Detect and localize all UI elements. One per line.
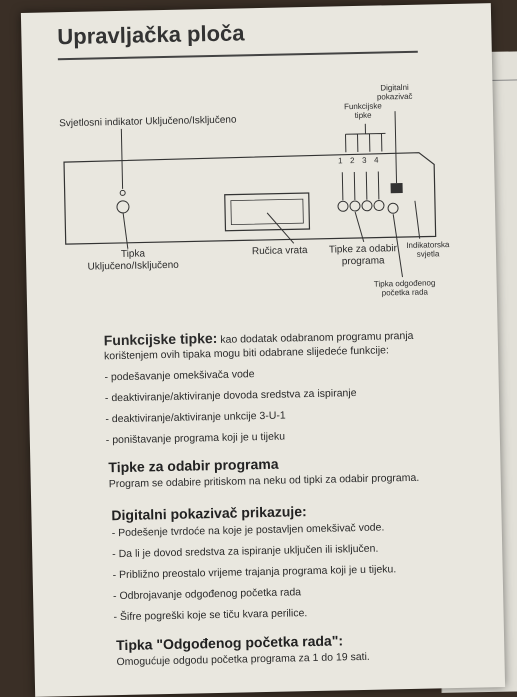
section-function-intro: kao dodatak odabranom programu pranja korištenjem ovih tipaka mogu biti odabrane slijedeće funkcije: bbox=[103, 329, 414, 363]
list-item: - deaktiviranje/aktiviranje dovoda sredstva za ispiranje bbox=[105, 385, 465, 414]
label-power-key: Tipka Uključeno/Isključeno bbox=[87, 248, 179, 273]
section-delay-text: Omogućuje odgodu početka programa za 1 do 19 sati. bbox=[116, 650, 370, 669]
list-item: - Odbrojavanje odgođenog početka rada bbox=[113, 583, 473, 612]
label-program-keys: Tipke za odabir programa bbox=[328, 243, 398, 268]
leader-indicators bbox=[415, 201, 420, 239]
label-delay-key: Tipka odgođenog početka rada bbox=[373, 278, 436, 298]
display-list bbox=[112, 520, 474, 633]
label-power-indicator: Svjetlosni indikator Uključeno/Isključeno bbox=[59, 114, 237, 130]
leader-num-3 bbox=[366, 172, 367, 200]
door-handle-inner bbox=[231, 199, 303, 225]
power-button-shape bbox=[117, 201, 129, 213]
program-button-4 bbox=[374, 200, 384, 210]
function-list bbox=[104, 364, 466, 456]
program-button-3 bbox=[362, 201, 372, 211]
door-handle-shape bbox=[225, 193, 310, 231]
label-num-3: 3 bbox=[361, 155, 367, 165]
delay-button-shape bbox=[388, 203, 398, 213]
label-num-1: 1 bbox=[337, 156, 343, 166]
label-door-handle: Ručica vrata bbox=[251, 245, 308, 258]
list-item: - podešavanje omekšivača vode bbox=[104, 364, 464, 393]
section-program-title: Tipke za odabir programa bbox=[108, 455, 279, 476]
program-button-1 bbox=[338, 201, 348, 211]
section-delay-title: Tipka "Odgođenog početka rada": bbox=[115, 632, 344, 654]
label-indicator-lights: Indikatorska svjetla bbox=[406, 240, 450, 259]
label-digital-display: Digitalni pokazivač bbox=[376, 82, 413, 102]
label-num-2: 2 bbox=[349, 156, 355, 166]
section-function-text bbox=[104, 326, 465, 364]
list-item: - Šifre pogreški koje se tiču kvara perilice. bbox=[113, 604, 473, 633]
list-item: - poništavanje programa koji je u tijeku bbox=[106, 427, 466, 456]
leader-num-2 bbox=[354, 172, 355, 200]
page-title: Upravljačka ploča bbox=[57, 20, 245, 50]
list-item: - Da li je dovod sredstva za ispiranje uključen ili isključen. bbox=[112, 541, 472, 570]
leader-num-1 bbox=[342, 172, 343, 200]
program-button-2 bbox=[350, 201, 360, 211]
leader-digital bbox=[395, 111, 397, 183]
list-item: - Podešenje tvrdoće na koje je postavljen omekšivač vode. bbox=[112, 520, 472, 549]
section-program-text: Program se odabire pritiskom na neku od tipki za odabir programa. bbox=[108, 471, 420, 491]
label-function-keys: Funkcijske tipke bbox=[343, 101, 382, 121]
leader-function-bracket bbox=[345, 123, 386, 152]
manual-page bbox=[21, 3, 505, 697]
list-item: - deaktiviranje/aktiviranje unkcije 3-U-1 bbox=[105, 406, 465, 435]
power-indicator-led bbox=[120, 190, 125, 195]
section-display-title: Digitalni pokazivač prikazuje: bbox=[111, 503, 307, 524]
digital-display-shape bbox=[391, 183, 403, 193]
list-item: - Približno preostalo vrijeme trajanja programa koji je u tijeku. bbox=[113, 562, 473, 591]
section-function-title: Funkcijske tipke: bbox=[103, 329, 218, 349]
leader-power-indicator bbox=[121, 129, 122, 189]
leader-num-4 bbox=[378, 172, 379, 200]
label-num-4: 4 bbox=[373, 155, 379, 165]
